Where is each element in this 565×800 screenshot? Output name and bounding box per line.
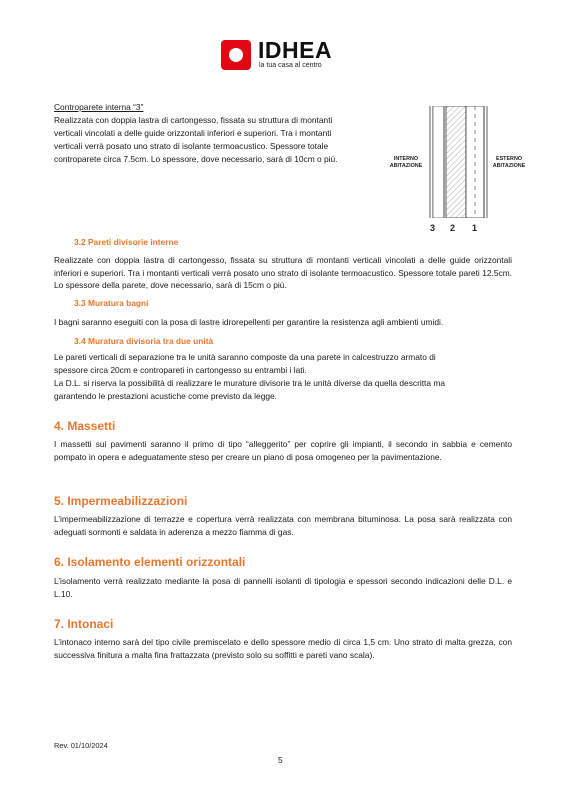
section-4-text: I massetti sui pavimenti saranno il primo di tipo “alleggerito” per coprire gli impianti, il secondo in sabbia e cemento pompato in opera e adeguatamente steso per creare un piano di posa omogeneo per la pavimentazione. [54, 439, 512, 462]
section-5-text: L’impermeabilizzazione di terrazze e copertura verrà realizzata con membrana bituminosa. La posa sarà realizzata con adeguati sormonti e saldata in aderenza a mezzo fiamma di gas. [54, 514, 512, 537]
controparete-line: verticali vincolati a delle guide orizzontali inferiori e superiori. Tra i montanti [54, 128, 332, 138]
section-3-4-line: La D.L. si riserva la possibilità di realizzare le murature divisorie tra le unità diverse da quella descritta ma [54, 378, 446, 388]
figure-label-line: ESTERNO [495, 156, 523, 162]
figure-number-3: 3 [430, 223, 436, 233]
section-3-4-line: garantendo le prestazioni acustiche come previsto da legge. [54, 391, 278, 401]
figure-label-esterno [489, 156, 529, 170]
figure-number-2: 2 [450, 223, 456, 233]
controparete-line: Realizzata con doppia lastra di cartongesso, fissata su struttura di montanti [54, 115, 333, 125]
wall-section-diagram [386, 106, 528, 234]
section-3-3-text: I bagni saranno eseguiti con la posa di lastre idrorepellenti per garantire la resistenza agli ambienti umidi. [54, 317, 444, 327]
section-3-4-line: Le pareti verticali di separazione tra le unità saranno composte da una parete in calcestruzzo armato di [54, 352, 436, 362]
section-6-heading: 6. Isolamento elementi orizzontali [54, 555, 246, 569]
figure-number-1: 1 [472, 223, 478, 233]
controparete-line: verticali verrà posato uno strato di isolante termoacustico. Spessore totale [54, 141, 329, 151]
section-7-heading: 7. Intonaci [54, 617, 114, 631]
section-3-4-title: 3.4 Muratura divisoria tra due unità [74, 336, 214, 346]
figure-label-line: ABITAZIONE [492, 163, 526, 169]
section-6-text: L’isolamento verrà realizzato mediante la posa di pannelli isolanti di tipologia e spessori secondo indicazioni delle D.L. e L.10. [54, 576, 512, 599]
revision-date: Rev. 01/10/2024 [54, 741, 108, 750]
section-5-heading: 5. Impermeabilizzazioni [54, 494, 188, 508]
section-3-2-title: 3.2 Pareti divisorie interne [74, 237, 179, 247]
section-7-text: L’intonaco interno sarà del tipo civile premiscelato e dello spessore medio di circa 1,5 cm. Uno strato di malta grezza, con successiva finitura a malta fina frattazzata (previsto solo su soffitti e pareti vano scala). [54, 637, 512, 660]
section-3-2-text: Realizzate con doppia lastra di cartongesso, fissata su struttura di montanti verticali vincolati a delle guide orizzontali inferiori e superiori. Tra i montanti verticali verrà posato uno strato di isolante termoacustico. Spessore totale pareti 12.5cm. Lo spessore della parete, dove necessario, sarà di 15cm o più. [54, 255, 512, 291]
brand-name: IDHEA [258, 37, 333, 63]
figure-label-interno [386, 156, 426, 170]
section-3-3-title: 3.3 Muratura bagni [74, 298, 149, 308]
section-3-4-line: spessore circa 20cm e contropareti in cartongesso su entrambi i lati. [54, 365, 307, 375]
figure-label-line: INTERNO [393, 156, 419, 162]
page-number: 5 [278, 755, 283, 765]
figure-label-line: ABITAZIONE [389, 163, 423, 169]
section-4-heading: 4. Massetti [54, 419, 116, 433]
logo-mark-icon [221, 40, 251, 70]
controparete-title: Controparete interna “3” [54, 102, 144, 112]
brand-tagline: la tua casa al centro [259, 62, 322, 69]
controparete-line: controparete circa 7.5cm. Lo spessore, dove necessario, sarà di 10cm o più. [54, 154, 338, 164]
brand-logo [221, 37, 361, 72]
